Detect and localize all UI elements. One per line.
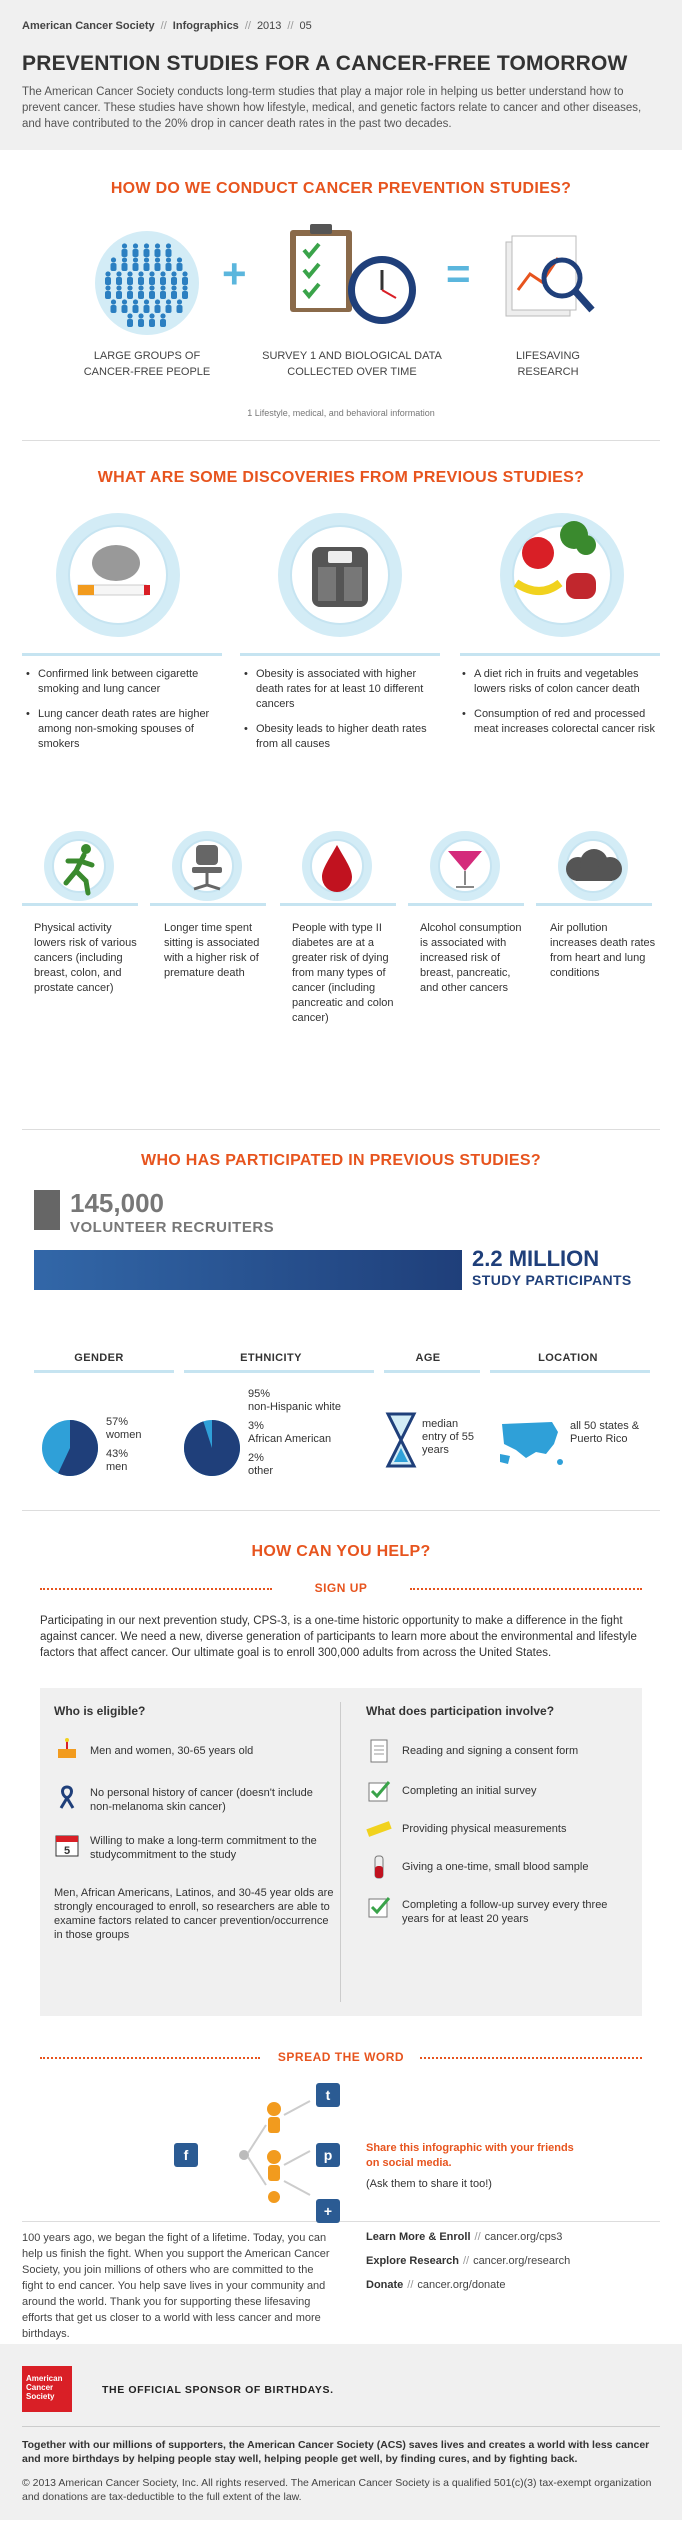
involve-heading: What does participation involve? [366,1704,555,1718]
running-icon [44,831,114,901]
participants-bar [34,1250,462,1290]
breadcrumb-year: 2013 [256,20,282,32]
hourglass-icon [384,1410,418,1470]
chair-icon [172,831,242,901]
tape-measure-icon [366,1816,392,1842]
ethnicity-pie [182,1418,242,1478]
conduct-footnote: 1 Lifestyle, medical, and behavioral information [247,408,435,418]
smog-cloud-icon [552,831,634,901]
page-title: PREVENTION STUDIES FOR A CANCER-FREE TOMORROW [22,52,628,75]
ethnicity-heading: ETHNICITY [240,1352,302,1364]
signup-title: SIGN UP [314,1581,368,1595]
blood-vial-icon [366,1854,392,1880]
link-research[interactable]: cancer.org/research [473,2255,571,2267]
support-section [0,2222,682,2344]
eligible-heading: Who is eligible? [54,1704,146,1718]
involve-item-blood: Giving a one-time, small blood sample [402,1861,589,1873]
support-links: Learn More & Enroll // cancer.org/cps3 Explore Research // cancer.org/research Donate // cancer.org/donate [366,2231,571,2291]
share-subtext: (Ask them to share it too!) [366,2178,492,2190]
document-icon [366,1738,392,1764]
breadcrumb-org[interactable]: American Cancer Society [22,20,155,32]
checkbox-icon [366,1778,392,1804]
participants-label: STUDY PARTICIPANTS [472,1272,632,1288]
research-magnifier-icon [500,230,600,330]
share-cta: Share this infographic with your friends on social media. [366,2142,574,2169]
age-label: median entry of 55 years [422,1418,474,1456]
fact-physical-activity: Physical activity lowers risk of various cancers (including breast, colon, and prostate cancer) [34,922,137,994]
facebook-share-button[interactable]: f [174,2143,198,2167]
spread-title: SPREAD THE WORD [277,2050,405,2064]
pie-slice-white [184,1420,240,1476]
twitter-share-button[interactable]: t [316,2083,340,2107]
conduct-title: HOW DO WE CONDUCT CANCER PREVENTION STUDIES? [110,180,572,197]
step-label-survey: SURVEY 1 AND BIOLOGICAL DATA COLLECTED OVER TIME [262,350,442,378]
sponsor-tagline: THE OFFICIAL SPONSOR OF BIRTHDAYS. [102,2384,334,2396]
diet-facts [462,667,662,747]
ethnicity-black-label: 3% African American [248,1420,332,1445]
food-icon [502,513,622,633]
involve-item-consent: Reading and signing a consent form [402,1745,579,1757]
gender-women-label: 57% women [106,1416,142,1441]
location-label: all 50 states & Puerto Rico [570,1420,640,1445]
legal-text: © 2013 American Cancer Society, Inc. All rights reserved. The American Cancer Society is a qualified 501(c)(3) tax-exempt organization and donations are tax-deductible to the full extent of the law. [22,2477,652,2503]
help-title: HOW CAN YOU HELP? [251,1543,431,1560]
blood-drop-icon [302,831,372,901]
participants-section [0,1130,682,1510]
eligible-item-commitment: Willing to make a long-term commitment to the studycommitment to the study [90,1835,317,1861]
fact-diabetes: People with type II diabetes are at a greater risk of dying from many types of cancer (including pancreatic and colon cancer) [292,922,394,1024]
location-heading: LOCATION [538,1352,598,1364]
recruiters-label: VOLUNTEER RECRUITERS [70,1219,275,1236]
breadcrumb: American Cancer Society // Infographics // 2013 // 05 [22,20,312,32]
eligible-note: Men, African Americans, Latinos, and 30-45 year olds are strongly encouraged to enroll, so researchers are able to examine factors related to cancer prevention/occurrence in those groups [54,1887,334,1941]
step-label-people: LARGE GROUPS OF CANCER-FREE PEOPLE [83,350,211,378]
list-item: • Consumption of red and processed meat increases colorectal cancer risk [462,707,662,737]
obesity-facts [244,667,444,762]
help-section [0,1511,682,2221]
fact-sitting: Longer time spent sitting is associated with a higher risk of premature death [164,922,260,979]
support-text: 100 years ago, we began the fight of a lifetime. Today, you can help us finish the fight. When you support the American Cancer Society, you join millions of others who are committed to the fight to end cancer. You help save lives in your community and around the world. Thank you for supporting these lifesaving efforts that get us closer to a world with less cancer and more birthdays. [22,2232,330,2340]
participants-title: WHO HAS PARTICIPATED IN PREVIOUS STUDIES? [141,1152,541,1169]
signup-paragraph: Participating in our next prevention study, CPS-3, is a one-time historic opportunity to make a difference in the fight against cancer. We need a new, diverse generation of participants to learn more about the environmental and lifestyle factors that affect cancer. Our ultimate goal is to enroll 300,000 adults from across the United States. [40,1615,637,1659]
eligibility-box [40,1688,642,2016]
ethnicity-white-label: 95% non-Hispanic white [248,1388,341,1413]
age-heading: AGE [415,1352,441,1364]
scale-icon [290,525,390,625]
checkbox-icon [366,1894,392,1920]
recruiters-bar [34,1190,60,1230]
intro-text: The American Cancer Society conducts long-term studies that play a major role in helping us better understand how to prevent cancer. These studies have shown how lifestyle, medical, and genetic factors relate to cancer and other diseases, and have contributed to the 20% drop in cancer death rates in the past two decades. [22,86,642,130]
calendar-day: 5 [63,1845,71,1857]
link-label-research: Explore Research [366,2255,459,2267]
recruiters-number: 145,000 [70,1188,164,1218]
breadcrumb-issue: 05 [299,20,312,32]
involve-item-survey: Completing an initial survey [402,1785,537,1797]
link-label-enroll: Learn More & Enroll [366,2231,471,2243]
gender-pie [40,1418,100,1478]
breadcrumb-section[interactable]: Infographics [172,20,239,32]
involve-item-measurements: Providing physical measurements [402,1823,567,1835]
smoking-facts [26,667,226,762]
cocktail-icon [430,831,500,901]
link-enroll[interactable]: cancer.org/cps3 [484,2231,563,2243]
pinterest-share-button[interactable]: p [316,2143,340,2167]
eligible-item-history: No personal history of cancer (doesn't include non-melanoma skin cancer) [90,1787,313,1813]
header [0,0,682,150]
mission-statement: Together with our millions of supporters, the American Cancer Society (ACS) saves lives and creates a world with less cancer and more birthdays by helping people stay well, helping people get well, by finding cures, and by fighting back. [22,2439,650,2465]
plus-share-button[interactable]: + [316,2199,340,2223]
plus-sign: + [222,250,247,297]
involve-item-followup: Completing a follow-up survey every three years for at least 20 years [402,1899,608,1925]
footer [0,2344,682,2520]
step-label-research: LIFESAVING RESEARCH [516,350,580,378]
list-item: • Obesity leads to higher death rates from all causes [244,722,444,752]
fact-pollution: Air pollution increases death rates from heart and lung conditions [550,922,656,979]
crowd-globe-icon [92,228,202,338]
birthday-cake-icon [54,1736,80,1762]
eligible-item-age: Men and women, 30-65 years old [90,1745,254,1757]
equals-sign: = [446,250,471,297]
participants-number: 2.2 MILLION [472,1246,600,1271]
discoveries-title: WHAT ARE SOME DISCOVERIES FROM PREVIOUS STUDIES? [97,469,585,486]
list-item: • Lung cancer death rates are higher among non-smoking spouses of smokers [26,707,226,752]
link-donate[interactable]: cancer.org/donate [417,2279,506,2291]
discoveries-section [0,441,682,1129]
fact-alcohol: Alcohol consumption is associated with increased risk of breast, pancreatic, and other cancers [420,922,522,994]
acs-logo[interactable]: American Cancer Society [22,2366,72,2412]
list-item: • Obesity is associated with higher death rates for at least 10 different cancers [244,667,444,712]
gender-heading: GENDER [74,1352,124,1364]
gender-men-label: 43% men [106,1448,129,1473]
link-label-donate: Donate [366,2279,404,2291]
usa-map-icon [496,1414,568,1470]
survey-clock-icon [282,220,422,338]
conduct-section [0,150,682,440]
cigarette-icon [68,525,168,625]
ribbon-icon [54,1784,80,1810]
list-item: • A diet rich in fruits and vegetables lowers risks of colon cancer death [462,667,662,697]
calendar-icon [54,1832,80,1858]
list-item: • Confirmed link between cigarette smoking and lung cancer [26,667,226,697]
ethnicity-other-label: 2% other [248,1452,274,1477]
